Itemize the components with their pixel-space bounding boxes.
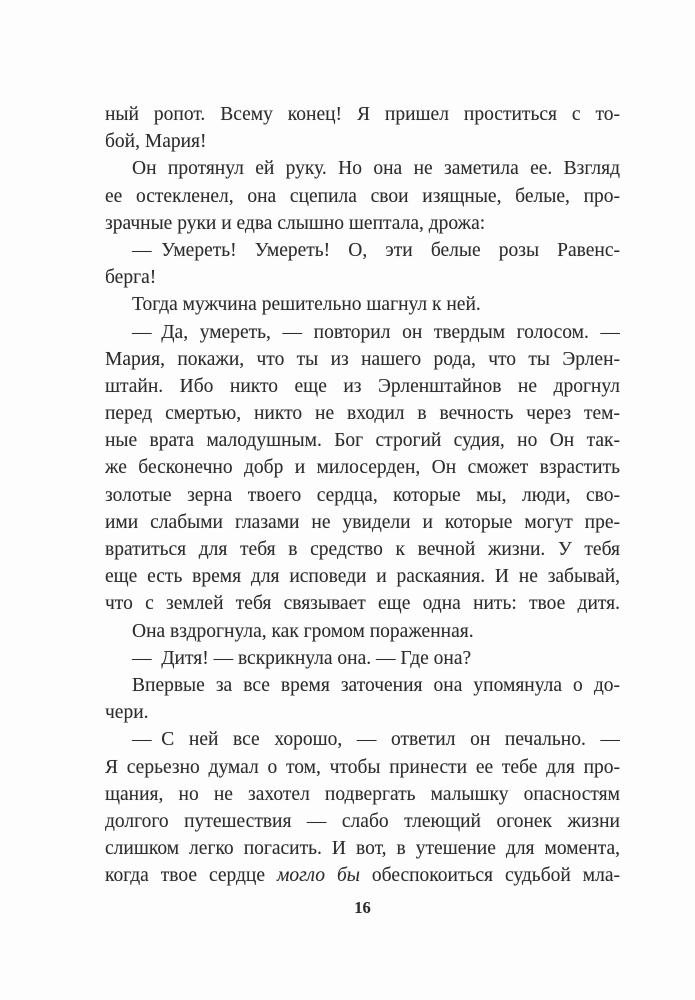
text-line xyxy=(105,862,620,889)
text-line: Мария, покажи, что ты из нашего рода, что ты Эрлен- xyxy=(105,348,620,370)
text-line: перед смертью, никто не входил в вечность через тем- xyxy=(105,403,620,425)
text-line: штайн. Ибо никто еще из Эрленштайнов не дрогнул xyxy=(105,375,620,397)
text-line: ее остекленел, она сцепила свои изящные, белые, про- xyxy=(105,185,620,207)
text-line: Я серьезно думал о том, чтобы принести ее тебе для про- xyxy=(105,756,620,778)
text-line: — Умереть! Умереть! О, эти белые розы Равенс- xyxy=(132,239,620,261)
italic-phrase: могло бы xyxy=(276,865,360,887)
text-line: — Да, умереть, — повторил он твердым голосом. — xyxy=(132,321,620,343)
text-line: золотые зерна твоего сердца, которые мы, люди, сво- xyxy=(105,484,620,506)
text-line: чери. xyxy=(105,702,149,724)
text-line: зрачные руки и едва слышно шептала, дрожа: xyxy=(105,212,486,234)
text-line: вратиться для тебя в средство к вечной жизни. У тебя xyxy=(105,539,620,560)
text-line: долгого путешествия — слабо тлеющий огонек жизни xyxy=(105,810,620,832)
text-line: Она вздрогнула, как громом пораженная. xyxy=(132,620,474,642)
text-line: — Дитя! — вскрикнула она. — Где она? xyxy=(132,647,472,669)
text-segment: обеспокоиться судьбой мла- xyxy=(359,865,620,887)
text-line: бой, Мария! xyxy=(105,131,207,153)
text-line: — С ней все хорошо, — ответил он печально. — xyxy=(132,729,620,751)
text-line: ные врата малодушным. Бог строгий судия, но Он так- xyxy=(105,430,620,452)
page-number: 16 xyxy=(354,898,371,917)
text-line: Впервые за все время заточения она упомянула о до- xyxy=(132,674,620,696)
text-line: еще есть время для исповеди и раскаяния. И не забывай, xyxy=(105,566,620,588)
text-line: ими слабыми глазами не увидели и которые могут пре- xyxy=(105,511,620,533)
text-line: Он протянул ей руку. Но она не заметила ее. Взгляд xyxy=(132,158,620,180)
text-line: ный ропот. Всему конец! Я пришел проститься с то- xyxy=(105,104,620,125)
text-line: слишком легко погасить. И вот, в утешение для момента, xyxy=(105,838,620,860)
text-segment: когда твое сердце xyxy=(105,865,277,887)
text-line: же бесконечно добр и милосерден, Он сможет взрастить xyxy=(105,457,620,479)
page-text-block xyxy=(105,101,620,889)
text-line: берга! xyxy=(105,267,157,289)
text-line: Тогда мужчина решительно шагнул к ней. xyxy=(132,294,481,316)
text-line: щания, но не захотел подвергать малышку опасностям xyxy=(105,783,620,805)
text-line: что с землей тебя связывает еще одна нить: твое дитя. xyxy=(105,593,620,615)
